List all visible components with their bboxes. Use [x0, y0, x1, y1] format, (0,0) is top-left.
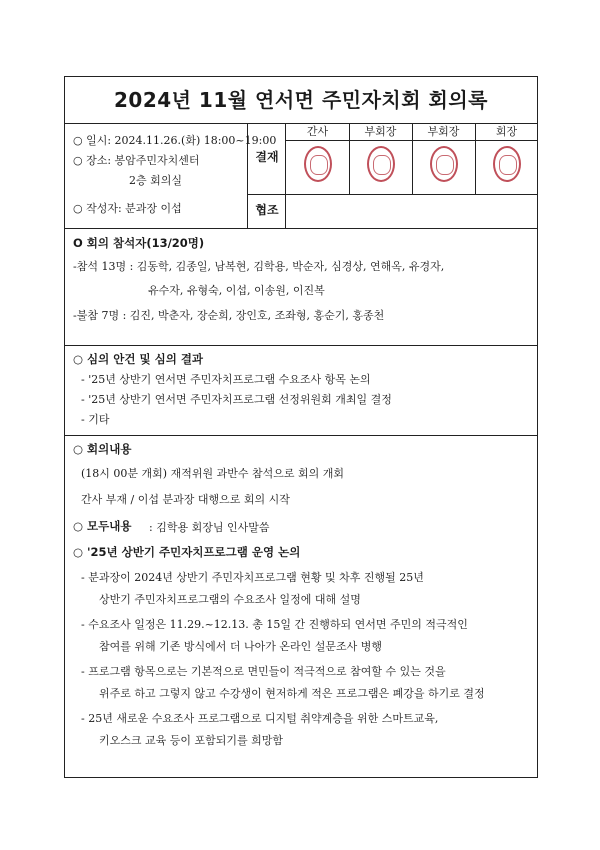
meeting-place-room: 2층 회의실 [129, 174, 182, 187]
attendance-section [65, 227, 537, 346]
cooperation-label: 협조 [255, 203, 279, 217]
discussion-bullet-cont: 위주로 하고 그렇지 않고 수강생이 현저하게 적은 프로그램은 폐강을 하기로 결정 [99, 687, 485, 700]
content-opening-line: (18시 00분 개회) 재적위원 과반수 참석으로 회의 개회 [81, 467, 344, 480]
seal-stamp-icon [304, 146, 332, 182]
agenda-heading: ○ 심의 안건 및 심의 결과 [73, 352, 204, 366]
attendance-heading: O 회의 참석자(13/20명) [73, 236, 205, 250]
role-secretary: 간사 [306, 125, 329, 138]
seal-stamp-icon [493, 146, 521, 182]
meeting-minutes-document [64, 76, 538, 778]
attendance-absent: -불참 7명 : 김진, 박춘자, 장순희, 장인호, 조좌형, 홍순기, 홍종천 [73, 309, 385, 322]
discussion-bullet-cont: 상반기 주민자치프로그램의 수요조사 일정에 대해 설명 [99, 593, 361, 606]
attendance-present: -참석 13명 : 김동학, 김종일, 남복현, 김학용, 박순자, 심경상, 연해옥, 유경자, [73, 260, 445, 273]
content-section [65, 435, 537, 777]
discussion-bullet: - 분과장이 2024년 상반기 주민자치프로그램 현황 및 차후 진행될 25년 [81, 571, 424, 584]
agenda-item: - 기타 [81, 413, 110, 426]
seal-stamp-icon [430, 146, 458, 182]
approval-table [248, 124, 537, 228]
role-vice-chair-1: 부회장 [364, 125, 397, 138]
agenda-item: - '25년 상반기 연서면 주민자치프로그램 선정위원회 개최일 결정 [81, 393, 392, 406]
program-discussion-heading: ○ '25년 상반기 주민자치프로그램 운영 논의 [73, 545, 301, 559]
discussion-bullet: - 25년 새로운 수요조사 프로그램으로 디지털 취약계층을 위한 스마트교육, [81, 712, 439, 725]
approval-label-column [248, 124, 286, 228]
discussion-bullet: - 프로그램 항목으로는 기본적으로 면민들이 적극적으로 참여할 수 있는 것을 [81, 665, 446, 678]
meeting-date: ○ 일시: 2024.11.26.(화) 18:00~19:00 [73, 134, 277, 147]
opening-remarks-heading: ○ 모두내용 [73, 519, 132, 533]
attendance-present-cont: 유수자, 유형숙, 이섭, 이송원, 이진복 [148, 284, 325, 297]
agenda-section [65, 345, 537, 436]
meeting-author: ○ 작성자: 분과장 이섭 [73, 202, 182, 215]
agenda-item: - '25년 상반기 연서면 주민자치프로그램 수요조사 항목 논의 [81, 373, 371, 386]
discussion-bullet-cont: 키오스크 교육 등이 포함되기를 희망함 [99, 734, 284, 747]
discussion-bullet-cont: 참여를 위해 기존 방식에서 더 나아가 온라인 설문조사 병행 [99, 640, 382, 653]
seal-stamp-icon [367, 146, 395, 182]
opening-remarks-text: : 김학용 회장님 인사말씀 [149, 521, 270, 534]
discussion-bullet: - 수요조사 일정은 11.29.~12.13. 총 15일 간 진행하되 연서면 주민의 적극적인 [81, 618, 468, 631]
approval-label: 결재 [255, 150, 279, 164]
role-chair: 회장 [495, 125, 518, 138]
content-heading: ○ 회의내용 [73, 442, 132, 456]
approval-divider [248, 194, 537, 195]
header-info-row [65, 124, 537, 229]
document-title: 2024년 11월 연서면 주민자치회 회의록 [65, 77, 537, 124]
role-vice-chair-2: 부회장 [427, 125, 460, 138]
content-chair-line: 간사 부재 / 이섭 분과장 대행으로 회의 시작 [81, 493, 290, 506]
meeting-place: ○ 장소: 봉암주민자치센터 [73, 154, 200, 167]
